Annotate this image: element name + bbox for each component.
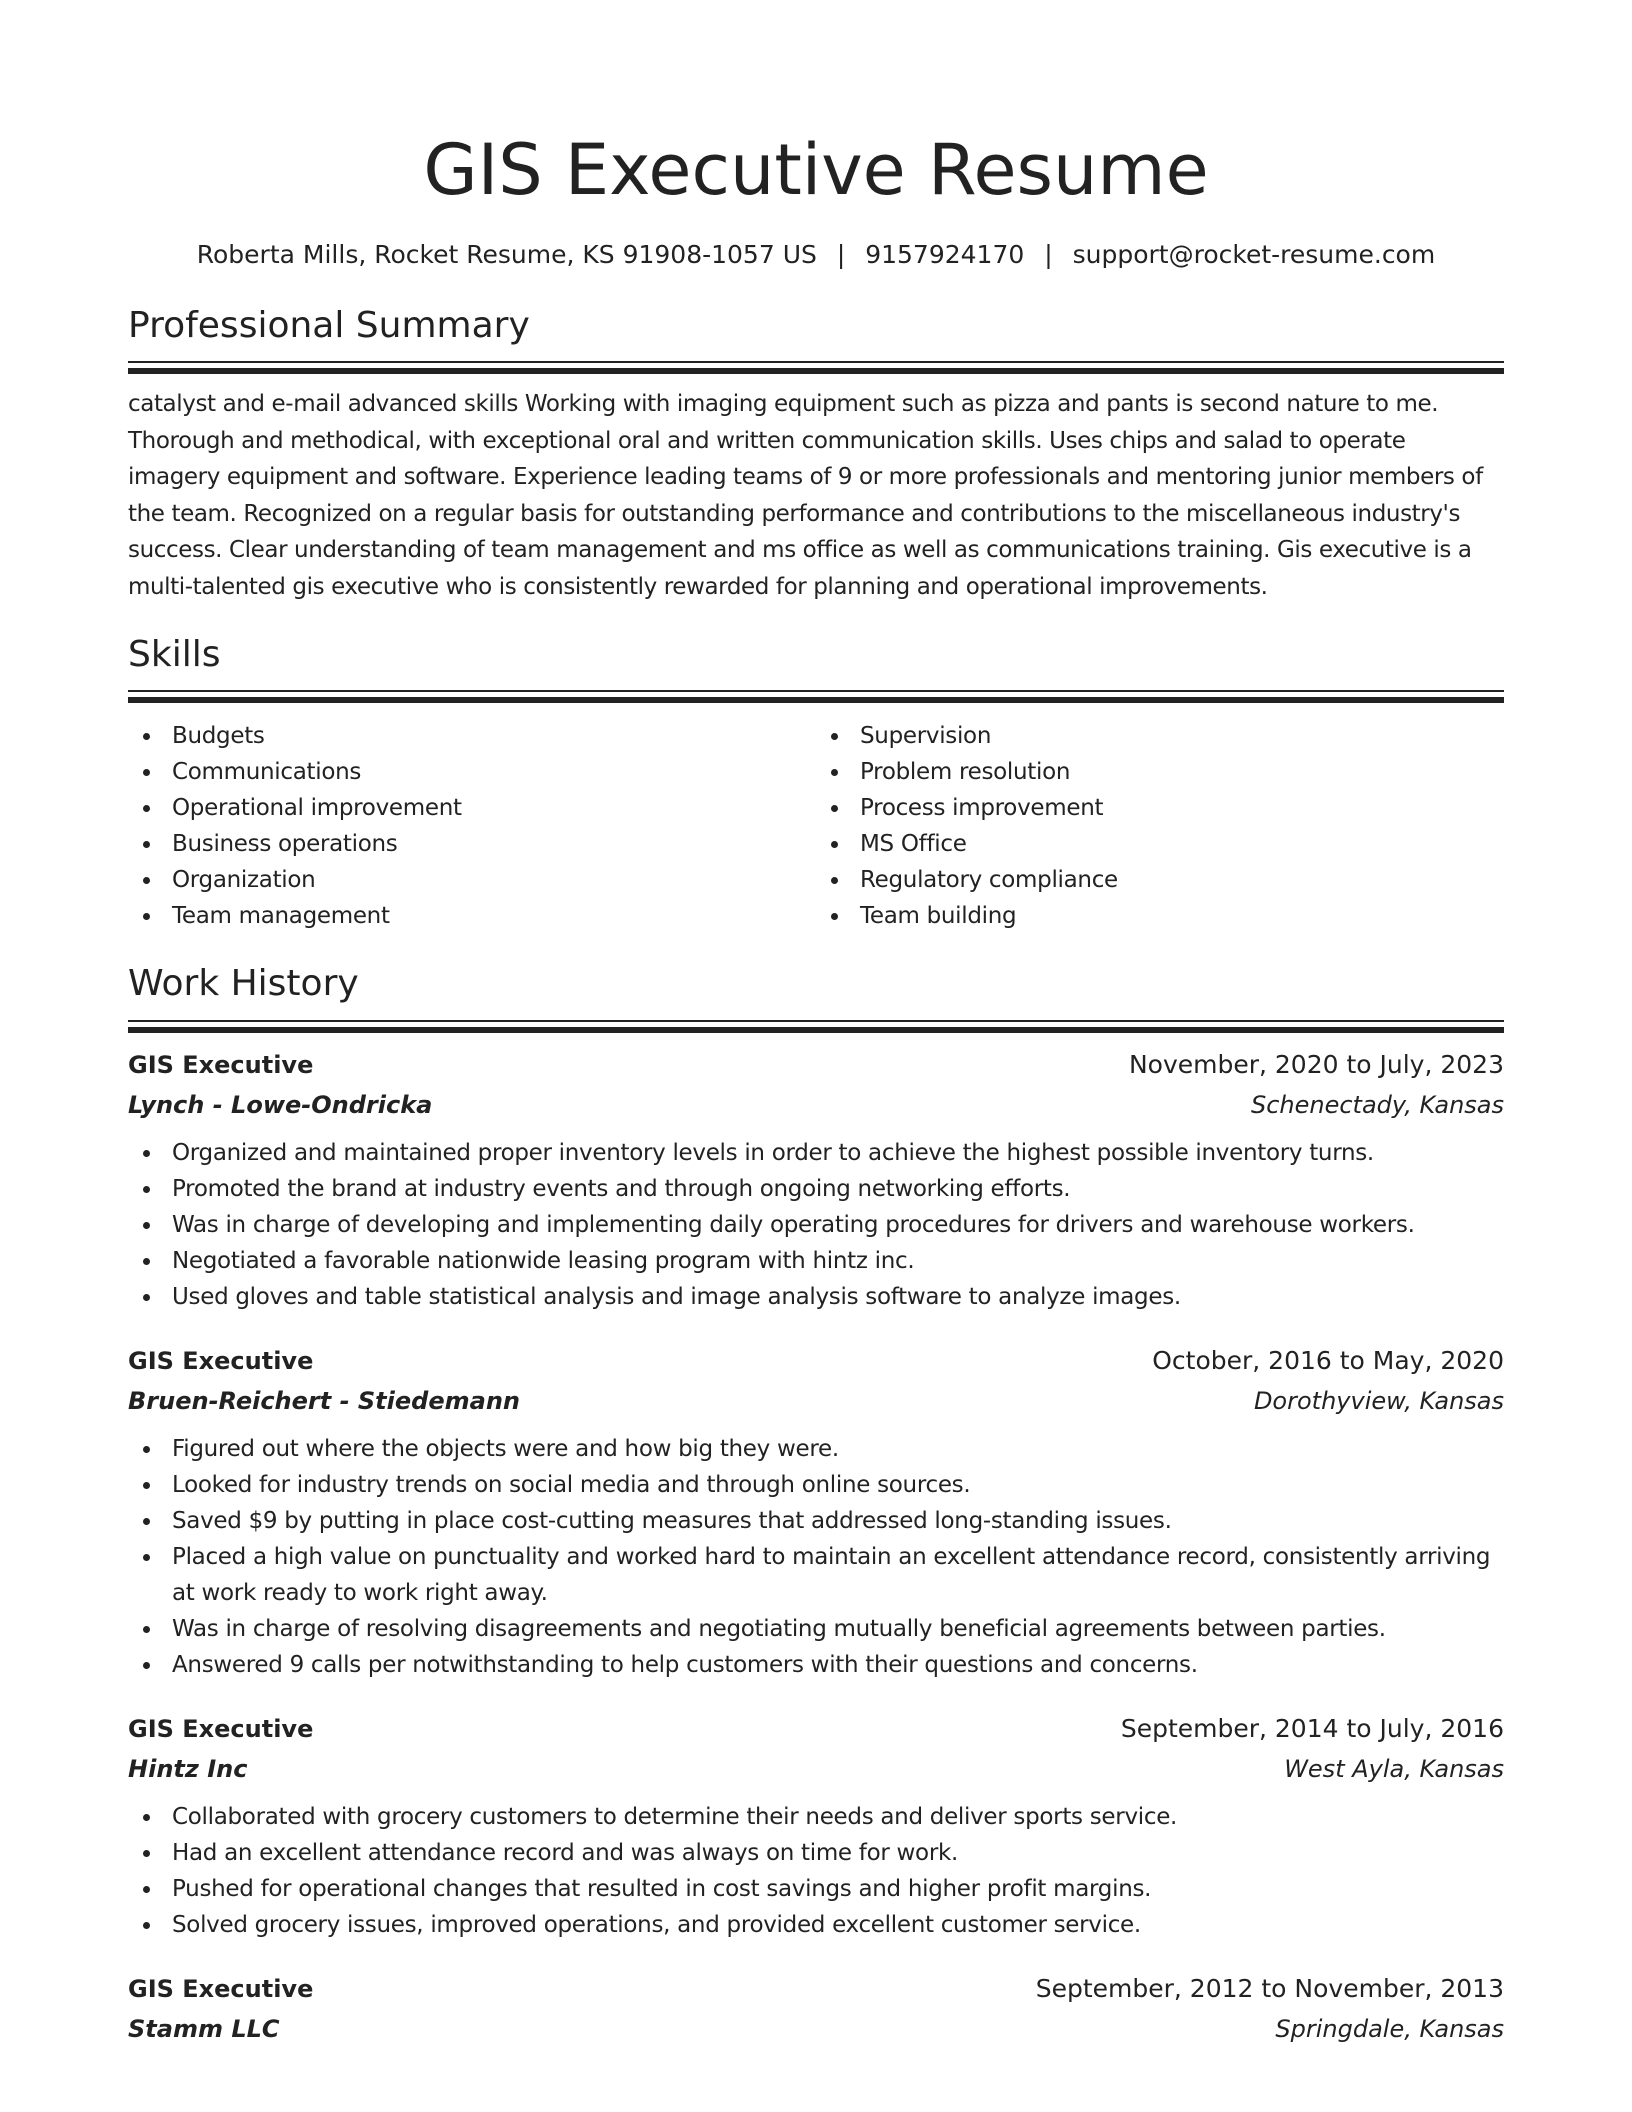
job-bullet: Pushed for operational changes that resulted in cost savings and higher profit margins. [128,1871,1504,1907]
contact-separator: | [1044,240,1053,269]
job-dates: October, 2016 to May, 2020 [1152,1345,1504,1375]
job-bullet: Figured out where the objects were and how big they were. [128,1431,1504,1467]
job-bullet: Organized and maintained proper inventory levels in order to achieve the highest possible inventory turns. [128,1135,1504,1171]
job-bullet-list [128,1799,1504,1943]
contact-line [128,240,1504,269]
job-entry [128,1969,1504,2049]
job-dates: November, 2020 to July, 2023 [1128,1049,1504,1079]
job-company: Hintz Inc [128,1754,248,1783]
work-history-section [128,962,1504,2048]
job-company: Lynch - Lowe-Ondricka [128,1090,433,1119]
job-bullet: Had an excellent attendance record and was always on time for work. [128,1835,1504,1871]
professional-summary-section [128,304,1504,605]
job-entry [128,1045,1504,1315]
job-bullet: Placed a high value on punctuality and worked hard to maintain an excellent attendance record, consistently arriving at work ready to work right away. [128,1539,1504,1611]
job-location: West Ayla, Kansas [1284,1754,1504,1783]
job-title: GIS Executive [128,1050,314,1079]
section-divider [128,690,1504,703]
job-bullet: Used gloves and table statistical analysis and image analysis software to analyze images. [128,1279,1504,1315]
job-title: GIS Executive [128,1346,314,1375]
skills-section [128,633,1504,934]
job-company: Bruen-Reichert - Stiedemann [128,1386,520,1415]
skill-item: Process improvement [816,790,1504,826]
job-bullet-list [128,1431,1504,1683]
skill-item: Business operations [128,826,816,862]
summary-text: catalyst and e-mail advanced skills Working with imaging equipment such as pizza and pants is second nature to me. Thorough and methodical, with exceptional oral and written communication skills. Uses chips and salad to operate imagery equipment and software. Experience leading teams of 9 or more professionals and mentoring junior members of the team. Recognized on a regular basis for outstanding performance and contributions to the miscellaneous industry's success. Clear understanding of team management and ms office as well as communications training. Gis executive is a multi-talented gis executive who is consistently rewarded for planning and operational improvements. [128,391,1483,600]
job-header-row [128,1969,1504,2009]
job-entry [128,1341,1504,1683]
skills-columns [128,718,1504,934]
skill-item: Regulatory compliance [816,862,1504,898]
resume-title: GIS Executive Resume [423,129,1209,211]
skill-item: Supervision [816,718,1504,754]
skill-item: Organization [128,862,816,898]
skill-item: Team building [816,898,1504,934]
section-heading: Work History [128,963,359,1005]
job-header-row [128,1709,1504,1749]
skill-item: Problem resolution [816,754,1504,790]
contact-email: support@rocket-resume.com [1072,240,1436,269]
job-bullet-list [128,1135,1504,1315]
section-heading: Professional Summary [128,305,530,346]
job-location: Springdale, Kansas [1275,2014,1504,2043]
skill-item: MS Office [816,826,1504,862]
job-bullet: Saved $9 by putting in place cost-cutting measures that addressed long-standing issues. [128,1503,1504,1539]
skills-list-right [816,718,1504,934]
job-bullet: Negotiated a favorable nationwide leasing program with hintz inc. [128,1243,1504,1279]
job-bullet: Collaborated with grocery customers to determine their needs and deliver sports service. [128,1799,1504,1835]
job-list [128,1045,1504,2049]
job-title: GIS Executive [128,1714,314,1743]
job-bullet: Looked for industry trends on social media and through online sources. [128,1467,1504,1503]
skill-item: Communications [128,754,816,790]
contact-address: Roberta Mills, Rocket Resume, KS 91908-1057 US [196,240,817,269]
job-header-row [128,1341,1504,1381]
section-divider [128,1020,1504,1033]
job-company-row [128,1749,1504,1789]
contact-separator: | [836,240,846,269]
job-dates: September, 2014 to July, 2016 [1120,1713,1504,1743]
job-bullet: Answered 9 calls per notwithstanding to help customers with their questions and concerns. [128,1647,1504,1683]
job-company-row [128,1381,1504,1421]
skill-item: Operational improvement [128,790,816,826]
job-dates: September, 2012 to November, 2013 [1035,1973,1504,2003]
skills-list-left [128,718,816,934]
section-divider [128,361,1504,374]
job-company-row [128,1085,1504,1125]
job-entry [128,1709,1504,1943]
job-header-row [128,1045,1504,1085]
job-bullet: Was in charge of developing and implementing daily operating procedures for drivers and warehouse workers. [128,1207,1504,1243]
job-title: GIS Executive [128,1974,314,2003]
job-bullet: Promoted the brand at industry events and through ongoing networking efforts. [128,1171,1504,1207]
section-heading: Skills [128,634,221,676]
job-bullet: Solved grocery issues, improved operations, and provided excellent customer service. [128,1907,1504,1943]
job-location: Schenectady, Kansas [1250,1090,1504,1119]
skill-item: Budgets [128,718,816,754]
job-company: Stamm LLC [128,2014,280,2043]
skill-item: Team management [128,898,816,934]
contact-phone: 9157924170 [865,240,1025,269]
job-bullet: Was in charge of resolving disagreements and negotiating mutually beneficial agreements between parties. [128,1611,1504,1647]
job-company-row [128,2009,1504,2049]
job-location: Dorothyview, Kansas [1253,1386,1504,1415]
